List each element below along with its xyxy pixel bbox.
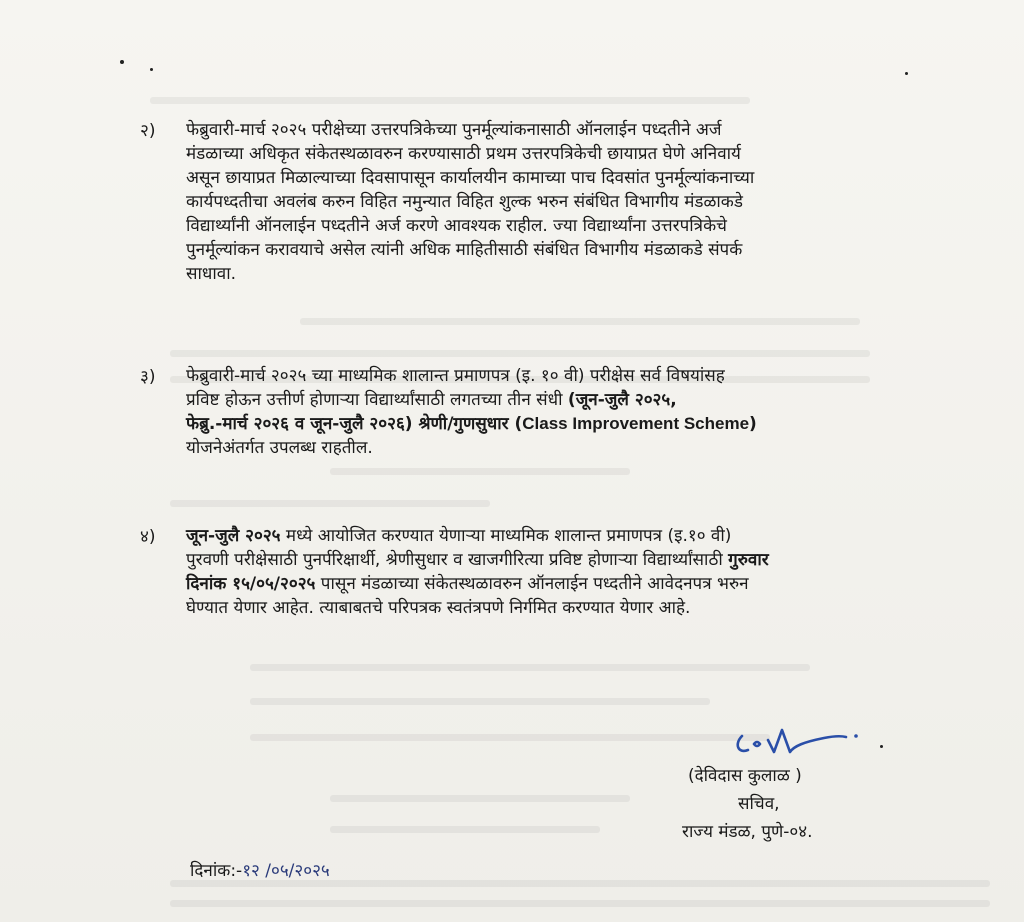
clause-text (186, 118, 906, 286)
scan-speck (150, 68, 153, 71)
bleed-through-line (330, 826, 600, 833)
document-date (190, 858, 330, 881)
text-line: विद्यार्थ्यांनी ऑनलाईन पध्दतीने अर्ज करणे आवश्यक राहील. ज्या विद्यार्थ्यांना उत्तरपत्रिकेचे (186, 216, 727, 236)
bleed-through-line (250, 664, 810, 671)
text-line: योजनेअंतर्गत उपलब्ध राहतील. (186, 438, 373, 458)
clause-4 (140, 524, 920, 634)
bleed-through-line (330, 795, 630, 802)
bold-text: गुरुवार (728, 550, 769, 570)
bleed-through-line (170, 350, 870, 357)
bold-text: (जून-जुलै २०२५, (567, 390, 677, 410)
text-line: मंडळाच्या अधिकृत संकेतस्थळावरुन करण्यासाठी प्रथम उत्तरपत्रिकेची छायाप्रत घेणे अनिवार्य (186, 144, 741, 164)
clause-3 (140, 364, 920, 474)
signatory-name: (देविदास कुलाळ ) (688, 766, 802, 786)
signatory-office: राज्य मंडळ, पुणे-०४. (682, 822, 813, 842)
text-line: साधावा. (186, 264, 237, 284)
text-run: पुरवणी परीक्षेसाठी पुनर्परिक्षार्थी, श्रेणीसुधार व खाजगीरित्या प्रविष्ट होणाऱ्या विद्यार्थ्यांसाठी (186, 550, 729, 570)
bleed-through-line (170, 900, 990, 907)
bleed-through-line (170, 500, 490, 507)
clause-number: २) (140, 121, 156, 141)
signatory-designation: सचिव, (738, 794, 780, 814)
clause-text (186, 364, 906, 460)
bold-text: फेब्रु.-मार्च २०२६ व जून-जुलै २०२६) श्रेणी/गुणसुधार ( (186, 414, 523, 434)
clause-2 (140, 118, 920, 298)
bleed-through-line (150, 97, 750, 104)
bleed-through-line (250, 698, 710, 705)
scan-speck (905, 72, 908, 75)
bold-text: दिनांक १५/०५/२०२५ (186, 574, 316, 594)
bold-text: ) (749, 414, 757, 434)
text-line: घेण्यात येणार आहेत. त्याबाबतचे परिपत्रक स्वतंत्रपणे निर्गमित करण्यात येणार आहे. (186, 598, 691, 618)
text-line (186, 412, 906, 436)
text-line (186, 388, 906, 412)
text-run: प्रविष्ट होऊन उत्तीर्ण होणाऱ्या विद्यार्थ्यांसाठी लगतच्या तीन संधी (186, 390, 568, 410)
date-value: १२ /०५/२०२५ (242, 861, 330, 881)
signature-block (660, 762, 900, 846)
clause-number: ३) (140, 367, 156, 387)
bleed-through-line (250, 734, 770, 741)
text-line: असून छायाप्रत मिळाल्याच्या दिवसापासून कार्यालयीन कामाच्या पाच दिवसांत पुनर्मूल्यांकनाच्या (186, 168, 755, 188)
bold-text: Class Improvement Scheme (522, 414, 750, 433)
text-line: पुनर्मूल्यांकन करावयाचे असेल त्यांनी अधिक माहितीसाठी संबंधित विभागीय मंडळाकडे संपर्क (186, 240, 743, 260)
text-line: फेब्रुवारी-मार्च २०२५ परीक्षेच्या उत्तरपत्रिकेच्या पुनर्मूल्यांकनासाठी ऑनलाईन पध्दतीने अर्ज (186, 120, 722, 140)
bleed-through-line (300, 318, 860, 325)
bleed-through-line (170, 880, 990, 887)
text-line (186, 524, 906, 548)
text-line: फेब्रुवारी-मार्च २०२५ च्या माध्यमिक शालान्त प्रमाणपत्र (इ. १० वी) परीक्षेस सर्व विषयांसह (186, 366, 725, 386)
text-run: मध्ये आयोजित करण्यात येणाऱ्या माध्यमिक शालान्त प्रमाणपत्र (इ.१० वी) (280, 526, 732, 546)
text-run: पासून मंडळाच्या संकेतस्थळावरुन ऑनलाईन पध्दतीने आवेदनपत्र भरुन (315, 574, 749, 594)
scan-speck (120, 60, 124, 64)
handwritten-signature (724, 722, 864, 762)
date-label: दिनांक:- (190, 861, 243, 881)
text-line: कार्यपध्दतीचा अवलंब करुन विहित नमुन्यात विहित शुल्क भरुन संबंधित विभागीय मंडळाकडे (186, 192, 743, 212)
text-line (186, 548, 906, 572)
clause-number: ४) (140, 527, 156, 547)
text-line (186, 572, 906, 596)
bold-text: जून-जुलै २०२५ (186, 526, 281, 546)
clause-text (186, 524, 906, 620)
scan-speck (880, 745, 883, 748)
